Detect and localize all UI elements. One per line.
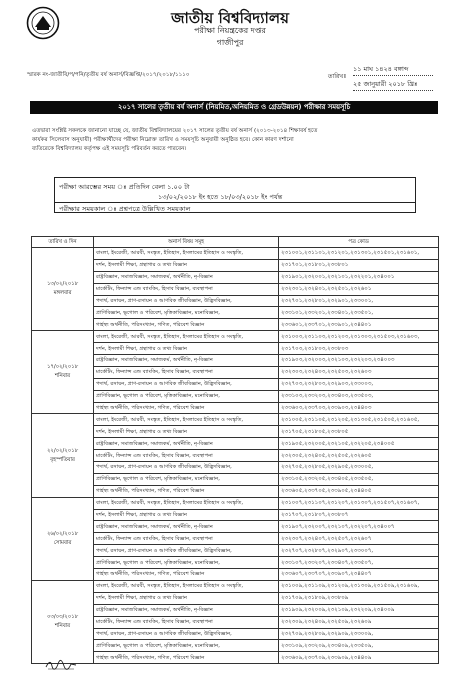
exam-day: বৃহস্পতিবার: [50, 456, 75, 463]
table-row: [32, 462, 439, 474]
paper-codes-cell: ২৩৩১০৩,২৩৩২০৩,২৩৩৪০৩,২৩৩৫০৩,: [279, 390, 439, 402]
paper-codes-cell: ২৩১৯০৩,২৩২০০৩,২৩২১০৩,২৩২২০৩,২৩৪০০৩: [279, 355, 439, 367]
subjects-cell: পদার্থ, রসায়ন, প্রাণ-রসায়ন ও আণবিক জীববিজ্ঞান, উদ্ভিদবিজ্ঞান,: [94, 462, 279, 474]
subjects-cell: রাষ্ট্রবিজ্ঞান, সমাজবিজ্ঞান, সমাজকর্ম, অর্থনীতি, নৃ-বিজ্ঞান: [94, 438, 279, 450]
paper-codes-cell: ২৩১৭০৫,২৩১৮০৫,২৩৩৮০৫: [279, 426, 439, 438]
table-row: [32, 628, 439, 640]
exam-date: ১৩/০২/২০১৮: [46, 281, 79, 288]
paper-codes-cell: ২৩৩১০৫,২৩৩২০৫,২৩৩৪০৫,২৩৩৫০৫,: [279, 473, 439, 485]
exam-date: ১৭/০২/২০১৮: [46, 364, 79, 371]
date-label: তারিখঃ: [328, 73, 347, 80]
subjects-cell: বাংলা, ইংরেজী, আরবী, সংস্কৃত, ইতিহাস, ইসলামের ইতিহাস ও সংস্কৃতি,: [94, 248, 279, 260]
table-row: [32, 616, 439, 628]
subjects-cell: দর্শন, ইসলামী শিক্ষা, গ্রন্থাগার ও তথ্য বিজ্ঞান: [94, 426, 279, 438]
paper-codes-cell: ২৩১৭০৭,২৩১৮০৭,২৩৩৮০৭: [279, 509, 439, 521]
subjects-cell: রাষ্ট্রবিজ্ঞান, সমাজবিজ্ঞান, সমাজকর্ম, অর্থনীতি, নৃ-বিজ্ঞান: [94, 271, 279, 283]
subjects-cell: গার্হস্থ্য অর্থনীতি, পরিসংখ্যান, গণিত, পরিবেশ বিজ্ঞান: [94, 652, 279, 664]
exam-date-cell: [32, 497, 94, 580]
table-row: [32, 652, 439, 664]
exam-date: ০৩/০৩/২০১৮: [46, 614, 79, 621]
subjects-cell: পদার্থ, রসায়ন, প্রাণ-রসায়ন ও আণবিক জীববিজ্ঞান, উদ্ভিদবিজ্ঞান,: [94, 628, 279, 640]
paper-codes-cell: ২৩১০০৫,২৩১১০৫,২৩১২০৫,২৩১৩০৫,২৩১৫০৫,২৩১৬০৫,: [279, 414, 439, 426]
schedule-title: ২০১৭ সালের তৃতীয় বর্ষ অনার্স (নিয়মিত,অনিয়মিত ও গ্রেডউন্নয়ন) পরীক্ষার সময়সূচি: [30, 101, 438, 114]
subjects-cell: প্রাণিবিজ্ঞান, ভূগোল ও পরিবেশ, মৃত্তিকাবিজ্ঞান, মনোবিজ্ঞান,: [94, 557, 279, 569]
paper-codes-cell: ২৩৩১০৯,২৩৩২০৯,২৩৩৪০৯,২৩৩৫০৯,: [279, 640, 439, 652]
table-row: [32, 414, 439, 426]
paper-codes-cell: ২৩২৩০১,২৩২৪০১,২৩২৫০১,২৩২৬০১: [279, 283, 439, 295]
table-row: [32, 319, 439, 331]
subjects-cell: বাংলা, ইংরেজী, আরবী, সংস্কৃত, ইতিহাস, ইসলামের ইতিহাস ও সংস্কৃতি,: [94, 497, 279, 509]
subjects-cell: পদার্থ, রসায়ন, প্রাণ-রসায়ন ও আণবিক জীববিজ্ঞান, উদ্ভিদবিজ্ঞান,: [94, 545, 279, 557]
exam-day: শনিবার: [54, 373, 71, 380]
table-row: [32, 355, 439, 367]
table-row: [32, 450, 439, 462]
exam-day: সোমবার: [53, 539, 72, 546]
subjects-cell: গার্হস্থ্য অর্থনীতি, পরিসংখ্যান, গণিত, পরিবেশ বিজ্ঞান: [94, 319, 279, 331]
subjects-cell: রাষ্ট্রবিজ্ঞান, সমাজবিজ্ঞান, সমাজকর্ম, অর্থনীতি, নৃ-বিজ্ঞান: [94, 355, 279, 367]
table-row: [32, 271, 439, 283]
table-row: [32, 509, 439, 521]
exam-period: ১৩/০২/২০১৮ ইং হতে ১৮/০৩/২০১৮ ইং পর্যন্ত: [158, 193, 283, 201]
notice-line: এতদ্বারা সংশ্লিষ্ট সকলকে জানানো যাচ্ছে যে, জাতীয় বিশ্ববিদ্যালয়ের ২০১৭ সালের তৃতীয় বর্ষ অনার্স (২০১৩-২০১৪ শিক্ষাবর্ষ হতে: [32, 128, 318, 134]
subjects-cell: মার্কেটিং, ফিন্যান্স এন্ড ব্যাংকিং, হিসাব বিজ্ঞান, ব্যবস্থাপনা: [94, 533, 279, 545]
paper-codes-cell: ২৩১০০৩,২৩১১০৩,২৩১২০৩,২৩১৩০৩,২৩১৫০৩,২৩১৬০৩,: [279, 331, 439, 343]
subjects-cell: পদার্থ, রসায়ন, প্রাণ-রসায়ন ও আণবিক জীববিজ্ঞান, উদ্ভিদবিজ্ঞান,: [94, 378, 279, 390]
paper-codes-cell: ২৩১৯০৫,২৩২০০৫,২৩২১০৫,২৩২২০৫,২৩৪০০৫: [279, 438, 439, 450]
subjects-cell: দর্শন, ইসলামী শিক্ষা, গ্রন্থাগার ও তথ্য বিজ্ঞান: [94, 509, 279, 521]
table-row: [32, 402, 439, 414]
exam-start-time: পরীক্ষা আরম্ভের সময় ঃ প্রতিদিন বেলা ১.০০ টা: [59, 183, 190, 191]
table-row: [32, 248, 439, 260]
exam-day: মঙ্গলবার: [53, 290, 72, 297]
table-row: [32, 557, 439, 569]
paper-codes-cell: ২৩১০০১,২৩১১০১,২৩১২০১,২৩১৩০১,২৩১৫০১,২৩১৬০১,: [279, 248, 439, 260]
table-row: [32, 521, 439, 533]
exam-date: ২৬/০২/২০১৮: [46, 530, 79, 537]
table-row: [32, 366, 439, 378]
university-name: জাতীয় বিশ্ববিদ্যালয়: [171, 9, 289, 27]
subjects-cell: দর্শন, ইসলামী শিক্ষা, গ্রন্থাগার ও তথ্য বিজ্ঞান: [94, 592, 279, 604]
table-row: [32, 592, 439, 604]
subjects-cell: গার্হস্থ্য অর্থনীতি, পরিসংখ্যান, গণিত, পরিবেশ বিজ্ঞান: [94, 569, 279, 581]
exam-duration: পরীক্ষার সময়কাল ঃ প্রশ্নপত্রে উল্লিখিত সময়কাল: [59, 205, 191, 213]
table-row: [32, 604, 439, 616]
table-row: [32, 343, 439, 355]
header-subjects: অনার্স বিষয় সমূহ: [94, 237, 279, 248]
table-row: [32, 259, 439, 271]
table-row: [32, 640, 439, 652]
paper-codes-cell: ২৩২৩০৭,২৩২৪০৭,২৩২৫০৭,২৩২৬০৭: [279, 533, 439, 545]
paper-codes-cell: ২৩৩১০১,২৩৩২০১,২৩৩৪০১,২৩৩৫০১,: [279, 307, 439, 319]
subjects-cell: বাংলা, ইংরেজী, আরবী, সংস্কৃত, ইতিহাস, ইসলামের ইতিহাস ও সংস্কৃতি,: [94, 331, 279, 343]
table-row: [32, 533, 439, 545]
subjects-cell: মার্কেটিং, ফিন্যান্স এন্ড ব্যাংকিং, হিসাব বিজ্ঞান, ব্যবস্থাপনা: [94, 366, 279, 378]
paper-codes-cell: ২৩১৭০১,২৩১৮০১,২৩৩৮০১: [279, 259, 439, 271]
paper-codes-cell: ২৩১০০৯,২৩১১০৯,২৩১২০৯,২৩১৩০৯,২৩১৫০৯,২৩১৬০৯,: [279, 580, 439, 592]
paper-codes-cell: ২৩১৭০৩,২৩১৮০৩,২৩৩৮০৩: [279, 343, 439, 355]
notice-line: কার্যকর সিলেবাস অনুযায়ী) পরীক্ষার্থীদের পরীক্ষা নিম্নোক্ত তারিখ ও সময়সূচি অনুযায়ী অনুষ্ঠিত হবে। কোন কারণ দর্শানো: [32, 137, 294, 143]
subjects-cell: বাংলা, ইংরেজী, আরবী, সংস্কৃত, ইতিহাস, ইসলামের ইতিহাস ও সংস্কৃতি,: [94, 414, 279, 426]
signature-icon: [44, 658, 78, 672]
paper-codes-cell: ২৩২৭০৩,২৩২৮০৩,২৩২৯০৩,২৩৩০০৩,: [279, 378, 439, 390]
table-row: [32, 378, 439, 390]
paper-codes-cell: ২৩১৯০৭,২৩২০০৭,২৩২১০৭,২৩২২০৭,২৩৪০০৭: [279, 521, 439, 533]
header-codes: পত্র কোড: [279, 237, 439, 248]
subjects-cell: দর্শন, ইসলামী শিক্ষা, গ্রন্থাগার ও তথ্য বিজ্ঞান: [94, 343, 279, 355]
subjects-cell: বাংলা, ইংরেজী, আরবী, সংস্কৃত, ইতিহাস, ইসলামের ইতিহাস ও সংস্কৃতি,: [94, 580, 279, 592]
paper-codes-cell: ২৩২৩০৩,২৩২৪০৩,২৩২৫০৩,২৩২৬০৩: [279, 366, 439, 378]
date-bangla: ১১ মাঘ ১৪২৪ বঙ্গাব্দ: [353, 64, 433, 76]
subjects-cell: মার্কেটিং, ফিন্যান্স এন্ড ব্যাংকিং, হিসাব বিজ্ঞান, ব্যবস্থাপনা: [94, 450, 279, 462]
paper-codes-cell: ২৩১৭০৯,২৩১৮০৯,২৩৩৮০৯: [279, 592, 439, 604]
subjects-cell: গার্হস্থ্য অর্থনীতি, পরিসংখ্যান, গণিত, পরিবেশ বিজ্ঞান: [94, 402, 279, 414]
subjects-cell: মার্কেটিং, ফিন্যান্স এন্ড ব্যাংকিং, হিসাব বিজ্ঞান, ব্যবস্থাপনা: [94, 616, 279, 628]
table-row: [32, 485, 439, 497]
subjects-cell: রাষ্ট্রবিজ্ঞান, সমাজবিজ্ঞান, সমাজকর্ম, অর্থনীতি, নৃ-বিজ্ঞান: [94, 521, 279, 533]
paper-codes-cell: ২৩২৭০১,২৩২৮০১,২৩২৯০১,২৩৩০০১,: [279, 295, 439, 307]
exam-date: ২২/০২/২০১৮: [46, 447, 79, 454]
exam-date-cell: [32, 331, 94, 414]
exam-day: শনিবার: [54, 623, 71, 630]
table-row: [32, 390, 439, 402]
paper-codes-cell: ২৩১৯০১,২৩২০০১,২৩২১০১,২৩২২০১,২৩৪০০১: [279, 271, 439, 283]
table-row: [32, 569, 439, 581]
office-name: পরীক্ষা নিয়ন্ত্রকের দপ্তর: [194, 26, 266, 35]
memo-number: স্মারক নং-জাতীবি/প/পনি/তৃতীয় বর্ষ অনার্স/বিজ্ঞপ্তি/২০১৭/২০১৮/১১১০: [27, 72, 190, 78]
paper-codes-cell: ২৩১৯০৯,২৩২০০৯,২৩২১০৯,২৩২২০৯,২৩৪০০৯: [279, 604, 439, 616]
exam-info-box: [54, 177, 416, 213]
subjects-cell: গার্হস্থ্য অর্থনীতি, পরিসংখ্যান, গণিত, পরিবেশ বিজ্ঞান: [94, 485, 279, 497]
paper-codes-cell: ২৩১০০৭,২৩১১০৭,২৩১২০৭,২৩১৩০৭,২৩১৫০৭,২৩১৬০৭,: [279, 497, 439, 509]
table-row: [32, 426, 439, 438]
table-row: [32, 545, 439, 557]
table-header-row: [32, 237, 439, 248]
schedule-table: [31, 236, 439, 664]
city-name: গাজীপুর: [216, 38, 244, 47]
exam-date-cell: [32, 248, 94, 331]
paper-codes-cell: ২৩৩৬০১,২৩৩৭০১,২৩৩৯০১,২৩৪৪০১: [279, 319, 439, 331]
paper-codes-cell: ২৩২৭০৭,২৩২৮০৭,২৩২৯০৭,২৩৩০০৭,: [279, 545, 439, 557]
date-english: ২৫ জানুয়ারী ২০১৮ খ্রিঃ: [353, 79, 433, 91]
subjects-cell: রাষ্ট্রবিজ্ঞান, সমাজবিজ্ঞান, সমাজকর্ম, অর্থনীতি, নৃ-বিজ্ঞান: [94, 604, 279, 616]
notice-paragraph: [32, 127, 436, 154]
table-row: [32, 497, 439, 509]
table-row: [32, 331, 439, 343]
subjects-cell: মার্কেটিং, ফিন্যান্স এন্ড ব্যাংকিং, হিসাব বিজ্ঞান, ব্যবস্থাপনা: [94, 283, 279, 295]
table-row: [32, 473, 439, 485]
subjects-cell: প্রাণিবিজ্ঞান, ভূগোল ও পরিবেশ, মৃত্তিকাবিজ্ঞান, মনোবিজ্ঞান,: [94, 390, 279, 402]
table-row: [32, 283, 439, 295]
table-row: [32, 307, 439, 319]
subjects-cell: প্রাণিবিজ্ঞান, ভূগোল ও পরিবেশ, মৃত্তিকাবিজ্ঞান, মনোবিজ্ঞান,: [94, 473, 279, 485]
table-row: [32, 580, 439, 592]
paper-codes-cell: ২৩২৭০৫,২৩২৮০৫,২৩২৯০৫,২৩৩০০৫,: [279, 462, 439, 474]
header-date: তারিখ ও দিন: [32, 237, 94, 248]
paper-codes-cell: ২৩৩৬০৯,২৩৩৭০৯,২৩৩৯০৯,২৩৪৪০৯: [279, 652, 439, 664]
subjects-cell: প্রাণিবিজ্ঞান, ভূগোল ও পরিবেশ, মৃত্তিকাবিজ্ঞান, মনোবিজ্ঞান,: [94, 307, 279, 319]
notice-line: ব্যতিরেকে বিশ্ববিদ্যালয় কর্তৃপক্ষ এই সময়সূচি পরিবর্তন করতে পারবেন।: [32, 146, 187, 152]
paper-codes-cell: ২৩২৭০৯,২৩২৮০৯,২৩২৯০৯,২৩৩০০৯,: [279, 628, 439, 640]
table-row: [32, 438, 439, 450]
paper-codes-cell: ২৩২৩০৫,২৩২৪০৫,২৩২৫০৫,২৩২৬০৫: [279, 450, 439, 462]
subjects-cell: প্রাণিবিজ্ঞান, ভূগোল ও পরিবেশ, মৃত্তিকাবিজ্ঞান, মনোবিজ্ঞান,: [94, 640, 279, 652]
exam-date-cell: [32, 580, 94, 663]
subjects-cell: দর্শন, ইসলামী শিক্ষা, গ্রন্থাগার ও তথ্য বিজ্ঞান: [94, 259, 279, 271]
paper-codes-cell: ২৩৩৬০৩,২৩৩৭০৩,২৩৩৯০৩,২৩৪৪০৩: [279, 402, 439, 414]
table-row: [32, 295, 439, 307]
paper-codes-cell: ২৩৩৬০৫,২৩৩৭০৫,২৩৩৯০৫,২৩৪৪০৫: [279, 485, 439, 497]
exam-date-cell: [32, 414, 94, 497]
paper-codes-cell: ২৩৩১০৭,২৩৩২০৭,২৩৩৪০৭,২৩৩৫০৭,: [279, 557, 439, 569]
paper-codes-cell: ২৩৩৬০৭,২৩৩৭০৭,২৩৩৯০৭,২৩৪৪০৭: [279, 569, 439, 581]
paper-codes-cell: ২৩২৩০৯,২৩২৪০৯,২৩২৫০৯,২৩২৬০৯: [279, 616, 439, 628]
subjects-cell: পদার্থ, রসায়ন, প্রাণ-রসায়ন ও আণবিক জীববিজ্ঞান, উদ্ভিদবিজ্ঞান,: [94, 295, 279, 307]
